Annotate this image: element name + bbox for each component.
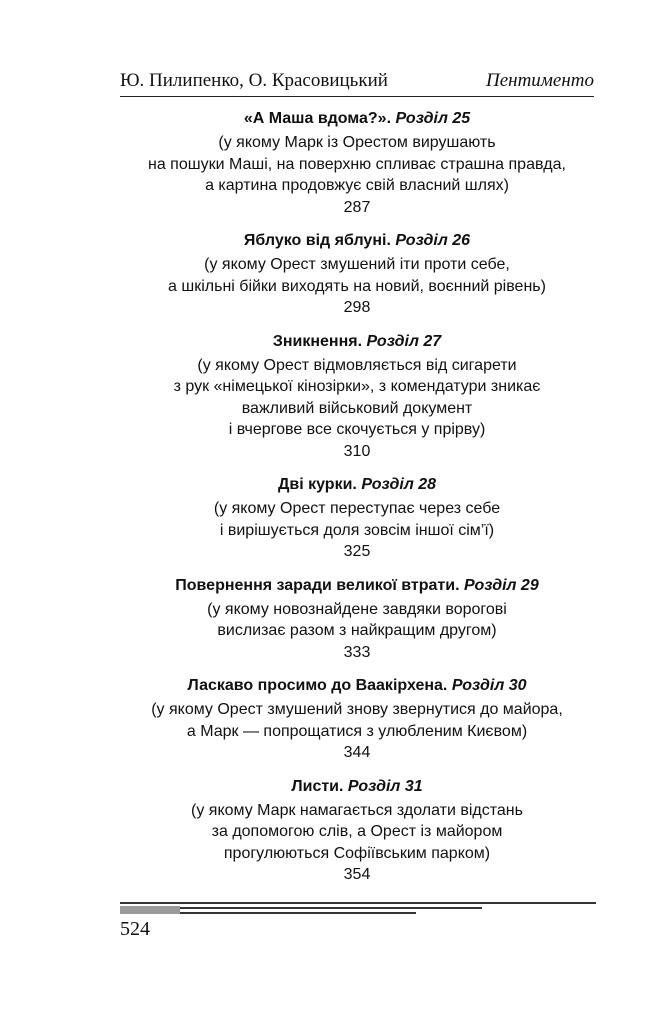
- toc-entry-chapter: Розділ 31: [347, 777, 423, 795]
- description-line: (у якому Орест відмовляється від сигарети: [197, 356, 517, 374]
- footer-decorative-rules: [120, 902, 596, 916]
- toc-entry-page: 298: [343, 299, 371, 316]
- description-line: (у якому Орест змушений іти проти себе,: [204, 256, 510, 273]
- footer-rule: [180, 907, 482, 909]
- toc-entry-description: [120, 132, 594, 197]
- description-line: (у якому Марк намагається здолати відстань: [191, 801, 523, 819]
- toc-entry-description: [120, 498, 594, 541]
- toc-entry-chapter: Розділ 27: [366, 332, 442, 350]
- toc-entry-title: Листи.: [291, 777, 344, 795]
- toc-entry: [120, 230, 594, 319]
- toc-entry-chapter: Розділ 29: [464, 576, 539, 594]
- toc-entry-title: Яблуко від яблуні.: [243, 232, 391, 249]
- toc-entry-title: Повернення заради великої втрати.: [175, 576, 460, 594]
- toc-entry-title: Ласкаво просимо до Ваакірхена.: [187, 677, 448, 694]
- toc-entry-description: [120, 800, 594, 865]
- footer-gray-bar: [120, 906, 180, 914]
- toc-entry-heading: [120, 230, 594, 252]
- description-line: а шкільні бійки виходять на новий, воєнний рівень): [168, 277, 546, 295]
- toc-entry-chapter: Розділ 25: [395, 110, 471, 127]
- toc-entry-heading: [120, 474, 594, 496]
- toc-entry: [120, 331, 594, 463]
- description-line: вислизає разом з найкращим другом): [217, 622, 497, 639]
- header-book-title: Пентименто: [485, 70, 594, 91]
- description-line: і вчергове все скочується у прірву): [228, 421, 486, 438]
- toc-entry-heading: [120, 331, 594, 353]
- toc-entry-page: 344: [343, 744, 371, 761]
- toc-entry: [120, 776, 594, 886]
- footer-rule: [120, 902, 596, 904]
- toc-entry: [120, 108, 594, 218]
- description-line: на пошуки Маші, на поверхню спливає страшна правда,: [148, 155, 566, 173]
- toc-entry-heading: [120, 575, 594, 597]
- description-line: і вирішується доля зовсім іншої сім’ї): [219, 521, 495, 539]
- toc-entry-page: 354: [343, 866, 371, 883]
- toc-entry-chapter: Розділ 26: [395, 232, 471, 249]
- toc-entry-page: 310: [343, 442, 371, 460]
- toc-entry-title: Зникнення.: [272, 332, 363, 350]
- toc-entry-description: [120, 599, 594, 642]
- description-line: (у якому Марк із Орестом вирушають: [218, 134, 496, 151]
- footer-rule: [180, 912, 416, 914]
- toc-entry: [120, 474, 594, 563]
- description-line: прогулюються Софіївським парком): [223, 844, 491, 862]
- page-number: 524: [120, 918, 150, 940]
- toc-entry-description: [120, 254, 594, 297]
- toc-entry-description: [120, 699, 594, 742]
- toc-entry-heading: [120, 675, 594, 697]
- header-authors: Ю. Пилипенко, О. Красовицький: [120, 70, 388, 91]
- toc-entry: [120, 675, 594, 764]
- toc-entry-title: Дві курки.: [277, 476, 357, 493]
- toc-entry-heading: [120, 776, 594, 798]
- toc-entry-title: «А Маша вдома?».: [243, 110, 392, 127]
- toc-entry-chapter: Розділ 30: [451, 677, 527, 694]
- toc-entry-chapter: Розділ 28: [361, 476, 437, 493]
- description-line: (у якому новознайдене завдяки ворогові: [207, 600, 507, 618]
- running-header: [120, 68, 594, 97]
- toc-entry-page: 333: [343, 643, 371, 661]
- description-line: важливий військовий документ: [241, 399, 473, 417]
- toc-entry-page: 287: [343, 198, 371, 216]
- toc-entry: [120, 575, 594, 664]
- description-line: (у якому Орест переступає через себе: [213, 500, 501, 517]
- toc-entry-page: 325: [343, 543, 371, 560]
- description-line: а Марк — попрощатися з улюбленим Києвом): [186, 722, 528, 740]
- description-line: а картина продовжує свій власний шлях): [205, 177, 509, 194]
- table-of-contents: [120, 108, 594, 898]
- toc-entry-heading: [120, 108, 594, 130]
- description-line: за допомогою слів, а Орест із майором: [211, 823, 503, 840]
- toc-entry-description: [120, 355, 594, 441]
- description-line: (у якому Орест змушений знову звернутися до майора,: [151, 701, 563, 718]
- description-line: з рук «німецької кінозірки», з комендатури зникає: [173, 378, 541, 395]
